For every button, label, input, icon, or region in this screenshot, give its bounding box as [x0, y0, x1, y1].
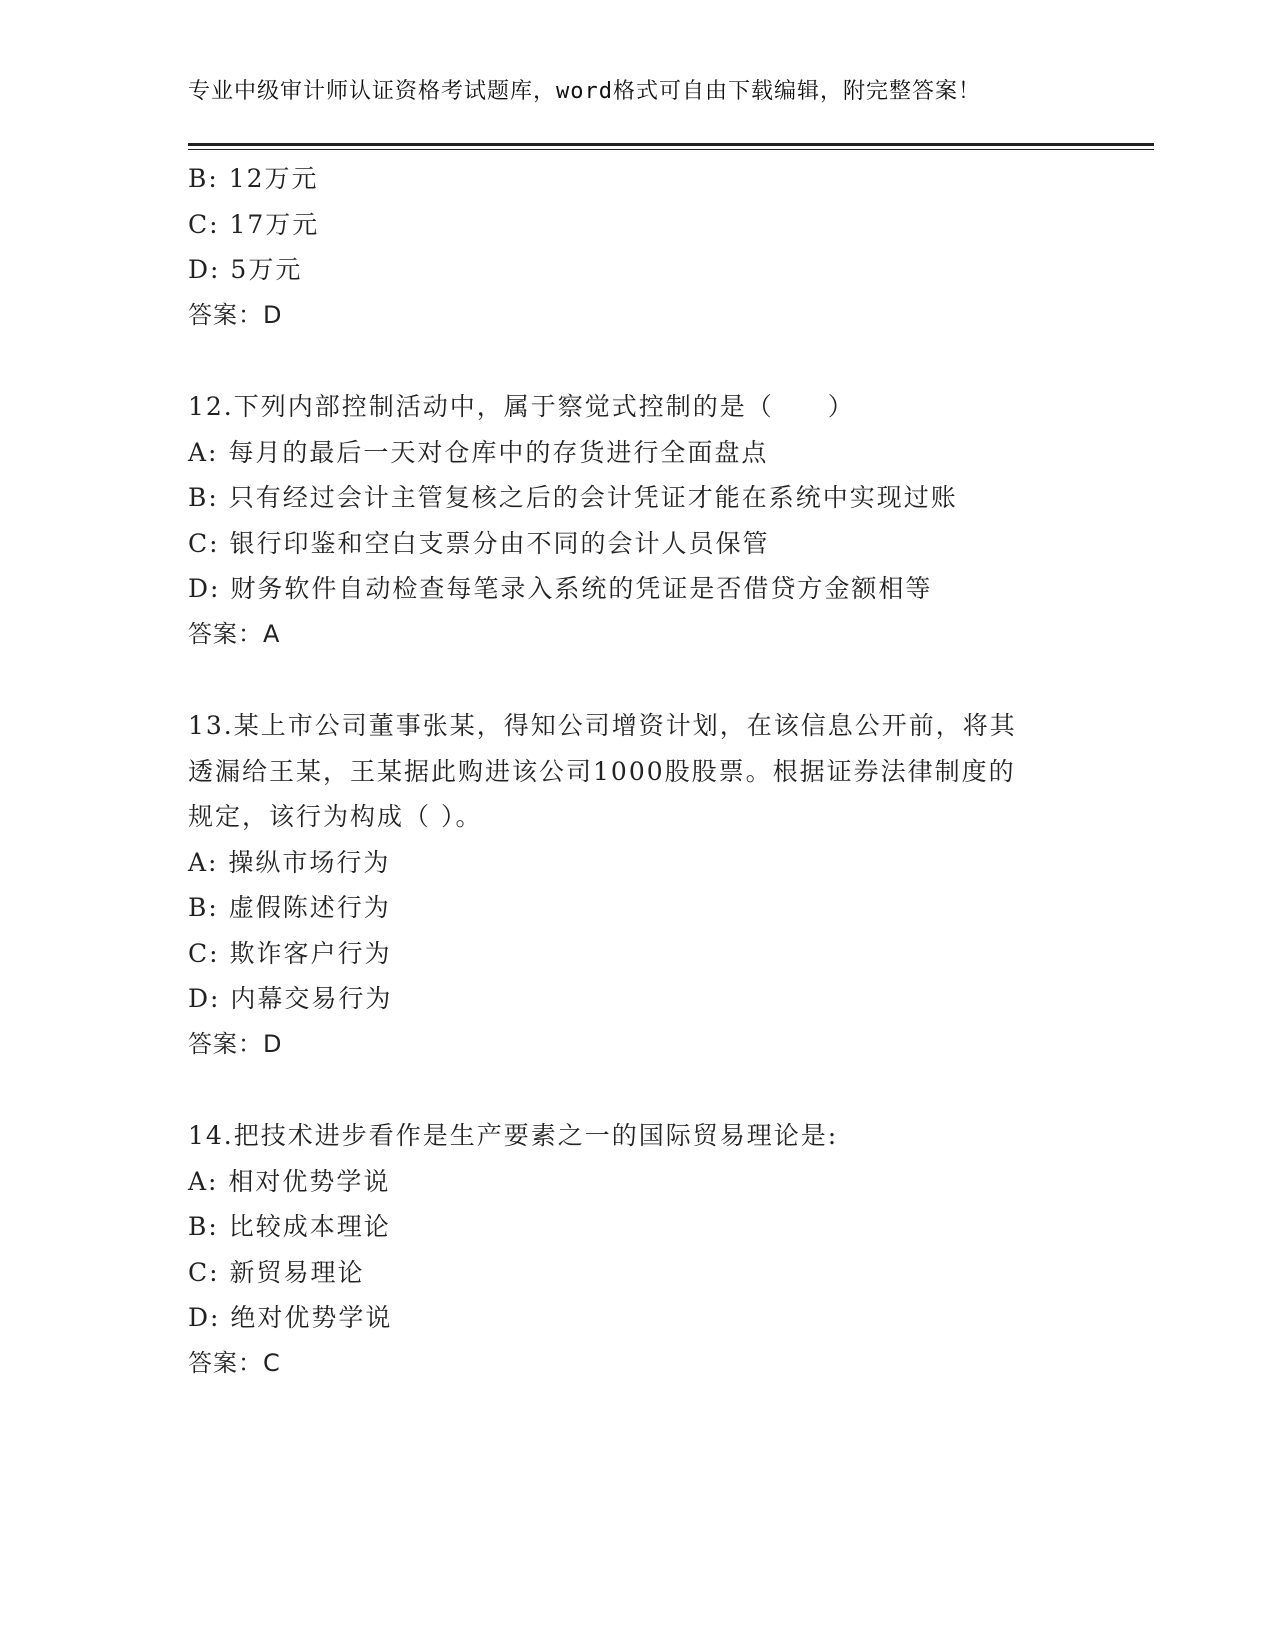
option-d: D: 绝对优势学说 — [188, 1303, 393, 1332]
answer: 答案：D — [188, 1029, 283, 1058]
option-c: C: 新贸易理论 — [188, 1257, 365, 1287]
option-b: B: 比较成本理论 — [188, 1212, 391, 1241]
question-stem-line-3: 规定，该行为构成（ ）。 — [188, 802, 483, 831]
answer: 答案：D — [188, 300, 283, 329]
option-d: D: 内幕交易行为 — [188, 984, 393, 1013]
answer: 答案：C — [188, 1348, 281, 1377]
spacer — [188, 1067, 1088, 1113]
option-a: A: 操纵市场行为 — [188, 847, 391, 877]
question-12 — [188, 384, 1088, 657]
question-13 — [188, 703, 1088, 1067]
page-header: 专业中级审计师认证资格考试题库，word格式可自由下载编辑，附完整答案！ — [188, 79, 981, 104]
option-d: D: 财务软件自动检查每笔录入系统的凭证是否借贷方金额相等 — [188, 574, 933, 603]
option-b: B: 12万元 — [188, 164, 319, 193]
header-rule-thin — [188, 149, 1154, 150]
question-stem-line-1: 13.某上市公司董事张某，得知公司增资计划，在该信息公开前，将其 — [188, 711, 1017, 740]
option-c: C: 17万元 — [188, 209, 320, 239]
header-rule-thick — [188, 143, 1154, 146]
option-a: A: 每月的最后一天对仓库中的存货进行全面盘点 — [188, 437, 769, 467]
option-d: D: 5万元 — [188, 255, 303, 284]
question-stem-line-2: 透漏给王某，王某据此购进该公司1000股股票。根据证券法律制度的 — [188, 756, 1016, 786]
spacer — [188, 338, 1088, 384]
option-a: A: 相对优势学说 — [188, 1166, 391, 1196]
option-c: C: 欺诈客户行为 — [188, 938, 392, 968]
question-11 — [188, 156, 1088, 338]
option-b: B: 虚假陈述行为 — [188, 893, 391, 922]
spacer — [188, 657, 1088, 703]
answer: 答案：A — [188, 619, 281, 648]
option-b: B: 只有经过会计主管复核之后的会计凭证才能在系统中实现过账 — [188, 483, 958, 512]
question-list — [188, 156, 1088, 1386]
question-stem: 14.把技术进步看作是生产要素之一的国际贸易理论是: — [188, 1121, 839, 1150]
question-14 — [188, 1113, 1088, 1386]
question-stem: 12.下列内部控制活动中，属于察觉式控制的是（ ） — [188, 392, 855, 421]
option-c: C: 银行印鉴和空白支票分由不同的会计人员保管 — [188, 528, 770, 558]
